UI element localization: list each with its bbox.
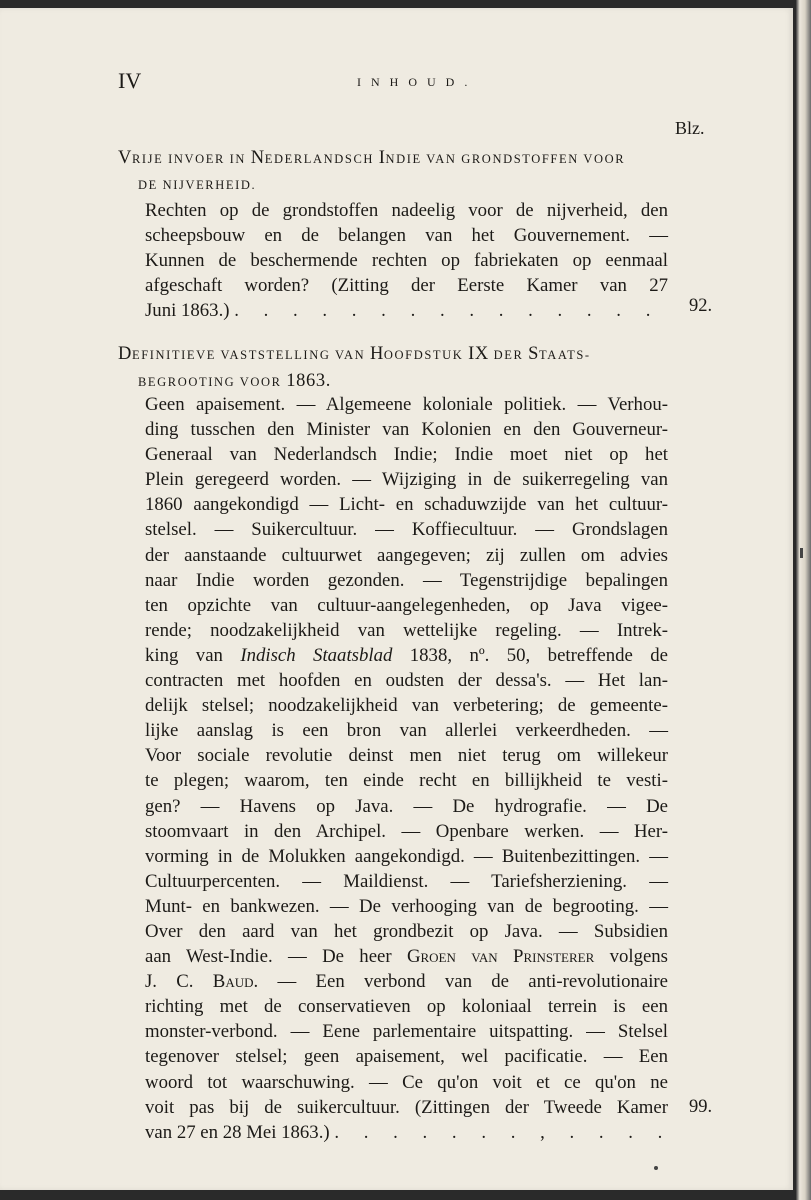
ink-dot — [654, 1166, 658, 1170]
section-2-line: van 27 en 28 Mei 1863.) . . . . . . . , . . . . — [145, 1121, 673, 1143]
section-2-line: stoomvaart in den Archipel. — Openbare werken. — Her- — [145, 820, 668, 842]
section-2-line: ten opzichte van cultuur-aangelegenheden, op Java vigee- — [145, 594, 668, 616]
section-2-line: stelsel. — Suikercultuur. — Koffiecultuur. — Grondslagen — [145, 519, 668, 541]
section-2-line: Generaal van Nederlandsch Indie; Indie moet niet op het — [145, 444, 668, 466]
section-1-heading-line2: DE NIJVERHEID. — [138, 178, 257, 192]
section-2-heading-line2: BEGROOTING VOOR 1863. — [138, 371, 331, 391]
section-2-line: delijk stelsel; noodzakelijkheid van verbetering; de gemeente- — [145, 695, 668, 717]
section-2-line: Cultuurpercenten. — Maildienst. — Tariefsherziening. — — [145, 870, 668, 892]
section-2-line: woord tot waarschuwing. — Ce qu'on voit et ce qu'on ne — [145, 1071, 668, 1093]
section-2-line: monster-verbond. — Eene parlementaire uitspatting. — Stelsel — [145, 1021, 668, 1043]
section-2-body — [145, 392, 673, 1145]
section-2-page-number: 99. — [689, 1097, 713, 1117]
leader-dots: . . . . . . . , . . . . — [334, 1121, 673, 1143]
section-2-line: Geen apaisement. — Algemeene koloniale politiek. — Verhou- — [145, 394, 668, 415]
section-2-line: Voor sociale revolutie deinst men niet terug om willekeur — [145, 745, 668, 767]
page-edge — [796, 0, 811, 1200]
section-1-heading-line1: VRIJE INVOER IN NEDERLANDSCH INDIE VAN GRONDSTOFFEN VOOR — [118, 148, 626, 168]
section-2-line: richting met de conservatieven op koloniaal terrein is een — [145, 996, 668, 1018]
section-2-line: contracten met hoofden en oudsten der dessa's. — Het lan- — [145, 670, 668, 692]
leader-dots: . . . . . . . . . . . . . . . — [234, 300, 661, 322]
edge-mark — [800, 548, 803, 558]
section-2-line: lijke aanslag is een bron van allerlei verkeerdheden. — — [145, 720, 668, 742]
page-column-label: Blz. — [675, 118, 705, 138]
section-2-line: rende; noodzakelijkheid van wettelijke regeling. — Intrek- — [145, 619, 668, 641]
section-2-line: tegenover stelsel; geen apaisement, wel pacificatie. — Een — [145, 1046, 668, 1068]
section-2-line: Plein geregeerd worden. — Wijziging in de suikerregeling van — [145, 469, 668, 491]
section-1-line: afgeschaft worden? (Zitting der Eerste Kamer van 27 — [145, 275, 668, 297]
section-2-line: Over den aard van het grondbezit op Java. — Subsidien — [145, 920, 668, 942]
section-1-line: scheepsbouw en de belangen van het Gouvernement. — — [145, 225, 668, 247]
section-2-line: J. C. Baud. — Een verbond van de anti-revolutionaire — [145, 971, 668, 993]
section-2-line: gen? — Havens op Java. — De hydrografie. — De — [145, 795, 668, 817]
section-1-body — [145, 198, 668, 323]
section-1-line: Juni 1863.) . . . . . . . . . . . . . . . — [145, 300, 661, 322]
section-1-heading — [118, 145, 673, 198]
section-2-line: voit pas bij de suikercultuur. (Zittingen der Tweede Kamer — [145, 1096, 668, 1118]
section-2-line: 1860 aangekondigd — Licht- en schaduwzijde van het cultuur- — [145, 494, 668, 516]
section-1-page-number: 92. — [689, 296, 713, 316]
section-2-heading — [118, 341, 673, 395]
section-2-line: naar Indie worden gezonden. — Tegenstrijdige bepalingen — [145, 569, 668, 591]
section-2-line: king van Indisch Staatsblad 1838, nº. 50, betreffende de — [145, 644, 668, 666]
section-2-heading-line1: DEFINITIEVE VASTSTELLING VAN HOOFDSTUK IX DER STAATS- — [118, 344, 591, 364]
section-2-line: Munt- en bankwezen. — De verhooging van de begrooting. — — [145, 895, 668, 917]
section-2-line: te plegen; waarom, ten einde recht en billijkheid te vesti- — [145, 770, 668, 792]
section-2-line: der aanstaande cultuurwet aangegeven; zij zullen om advies — [145, 544, 668, 566]
page-roman-numeral: IV — [118, 68, 142, 93]
section-1-line: Rechten op de grondstoffen nadeelig voor de nijverheid, den — [145, 200, 668, 221]
section-2-line: ding tusschen den Minister van Kolonien en den Gouverneur- — [145, 419, 668, 441]
section-2-line: vorming in de Molukken aangekondigd. — Buitenbezittingen. — — [145, 845, 668, 867]
section-1-line: Kunnen de beschermende rechten op fabriekaten op eenmaal — [145, 250, 668, 272]
section-2-line: aan West-Indie. — De heer Groen van Prinsterer volgens — [145, 946, 668, 968]
running-title: INHOUD. — [357, 75, 478, 89]
